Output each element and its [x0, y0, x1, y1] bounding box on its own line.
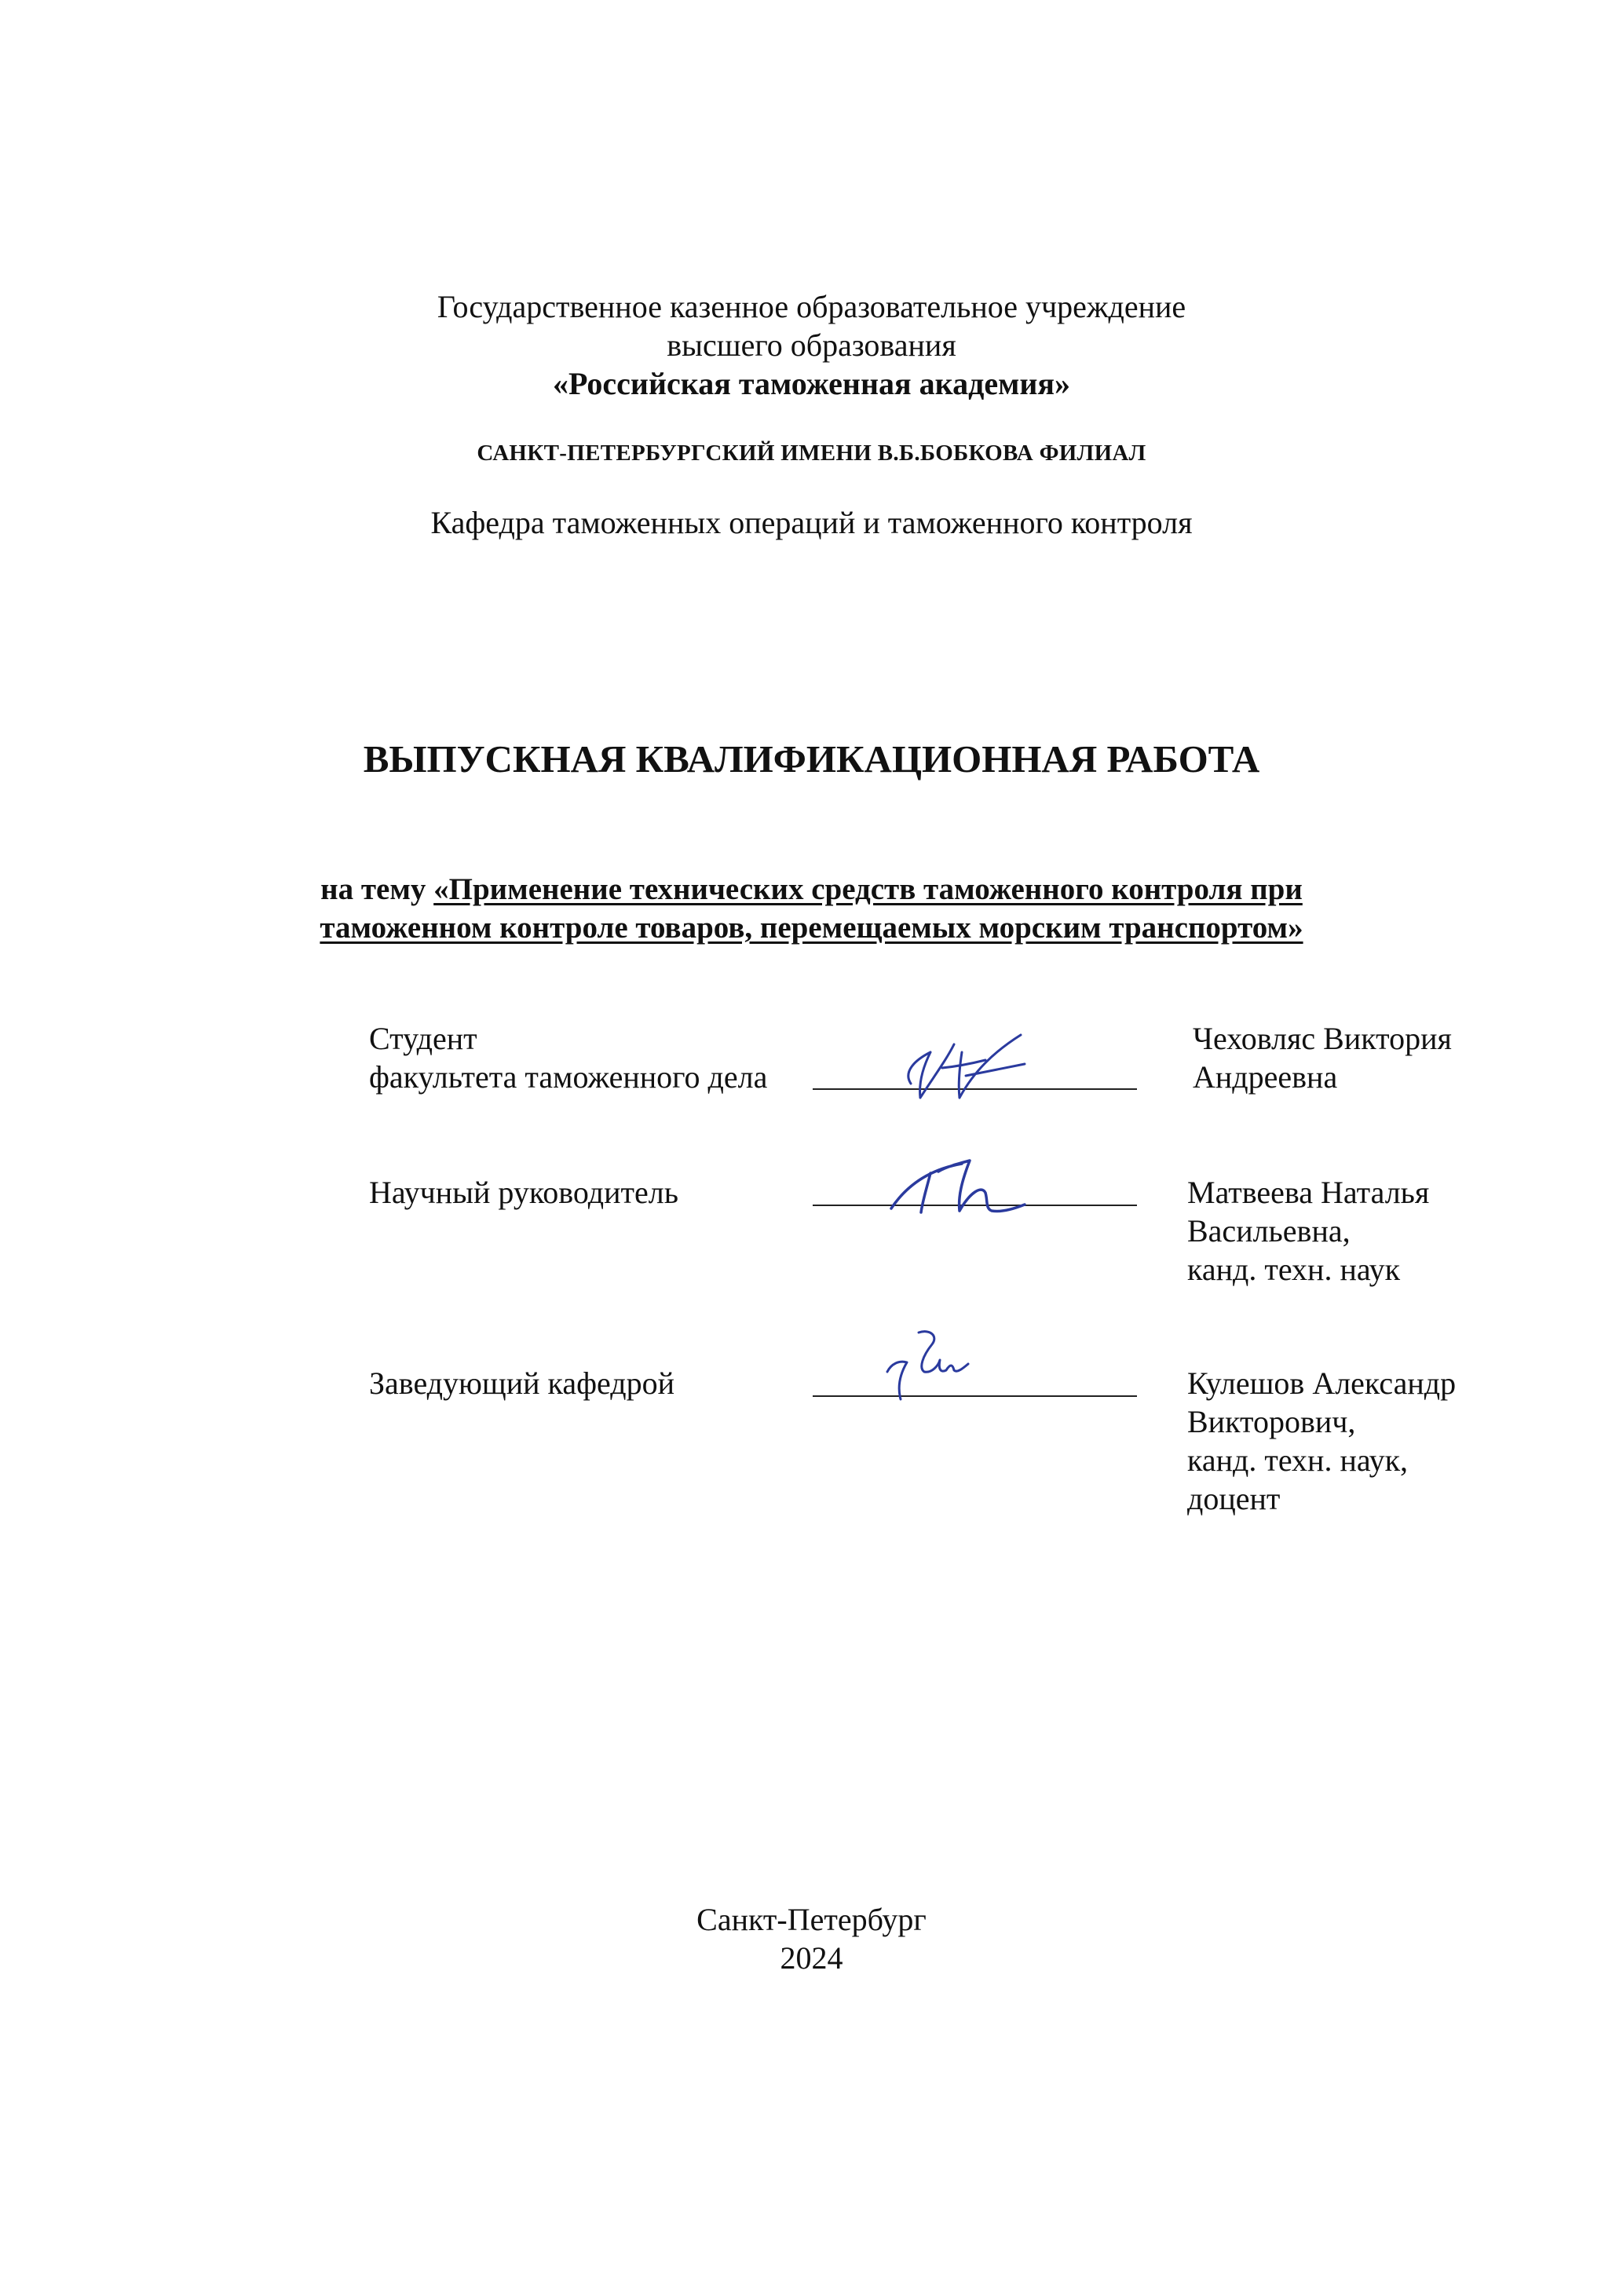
institution-header [0, 287, 1623, 403]
branch-name: САНКТ-ПЕТЕРБУРГСКИЙ ИМЕНИ В.Б.БОБКОВА ФИЛИАЛ [477, 441, 1146, 466]
role-line-1: Заведующий кафедрой [369, 1366, 675, 1401]
name-line-1: Кулешов Александр [1187, 1366, 1457, 1401]
topic [0, 870, 1623, 947]
name-supervisor [1187, 1173, 1429, 1289]
document-type: ВЫПУСКНАЯ КВАЛИФИКАЦИОННАЯ РАБОТА [363, 737, 1260, 781]
topic-line-1 [0, 870, 1623, 909]
institution-line-1: Государственное казенное образовательное учреждение [437, 289, 1186, 324]
role-line-2: факультета таможенного дела [369, 1059, 768, 1095]
name-line-4: доцент [1187, 1481, 1281, 1516]
role-student [369, 1019, 767, 1096]
topic-title-part-2: таможенном контроле товаров, перемещаемых морским транспортом» [320, 911, 1303, 945]
student-signature [887, 1029, 1044, 1107]
name-line-3: канд. техн. наук, [1187, 1442, 1409, 1478]
name-line-1: Чеховляс Виктория [1193, 1021, 1452, 1056]
name-line-2: Андреевна [1193, 1059, 1338, 1095]
city: Санкт-Петербург [696, 1902, 927, 1937]
name-line-1: Матвеева Наталья [1187, 1175, 1430, 1210]
topic-title-part-1: «Применение технических средств таможенного контроля при [433, 872, 1303, 906]
name-line-2: Викторович, [1187, 1404, 1356, 1439]
role-supervisor [369, 1173, 678, 1212]
role-line-1: Научный руководитель [369, 1175, 678, 1210]
topic-prefix: на тему [320, 872, 434, 906]
footer [0, 1900, 1623, 1977]
head-signature [875, 1325, 993, 1403]
name-student [1193, 1019, 1452, 1096]
year: 2024 [780, 1940, 843, 1976]
name-head [1187, 1364, 1456, 1518]
department-name: Кафедра таможенных операций и таможенного контроля [430, 505, 1193, 540]
institution-line-2: высшего образования [667, 327, 956, 363]
supervisor-signature [883, 1150, 1040, 1220]
name-line-3: канд. техн. наук [1187, 1252, 1401, 1287]
institution-name: «Российская таможенная академия» [552, 366, 1071, 401]
role-head [369, 1364, 674, 1402]
role-line-1: Студент [369, 1021, 477, 1056]
name-line-2: Васильевна, [1187, 1213, 1351, 1249]
